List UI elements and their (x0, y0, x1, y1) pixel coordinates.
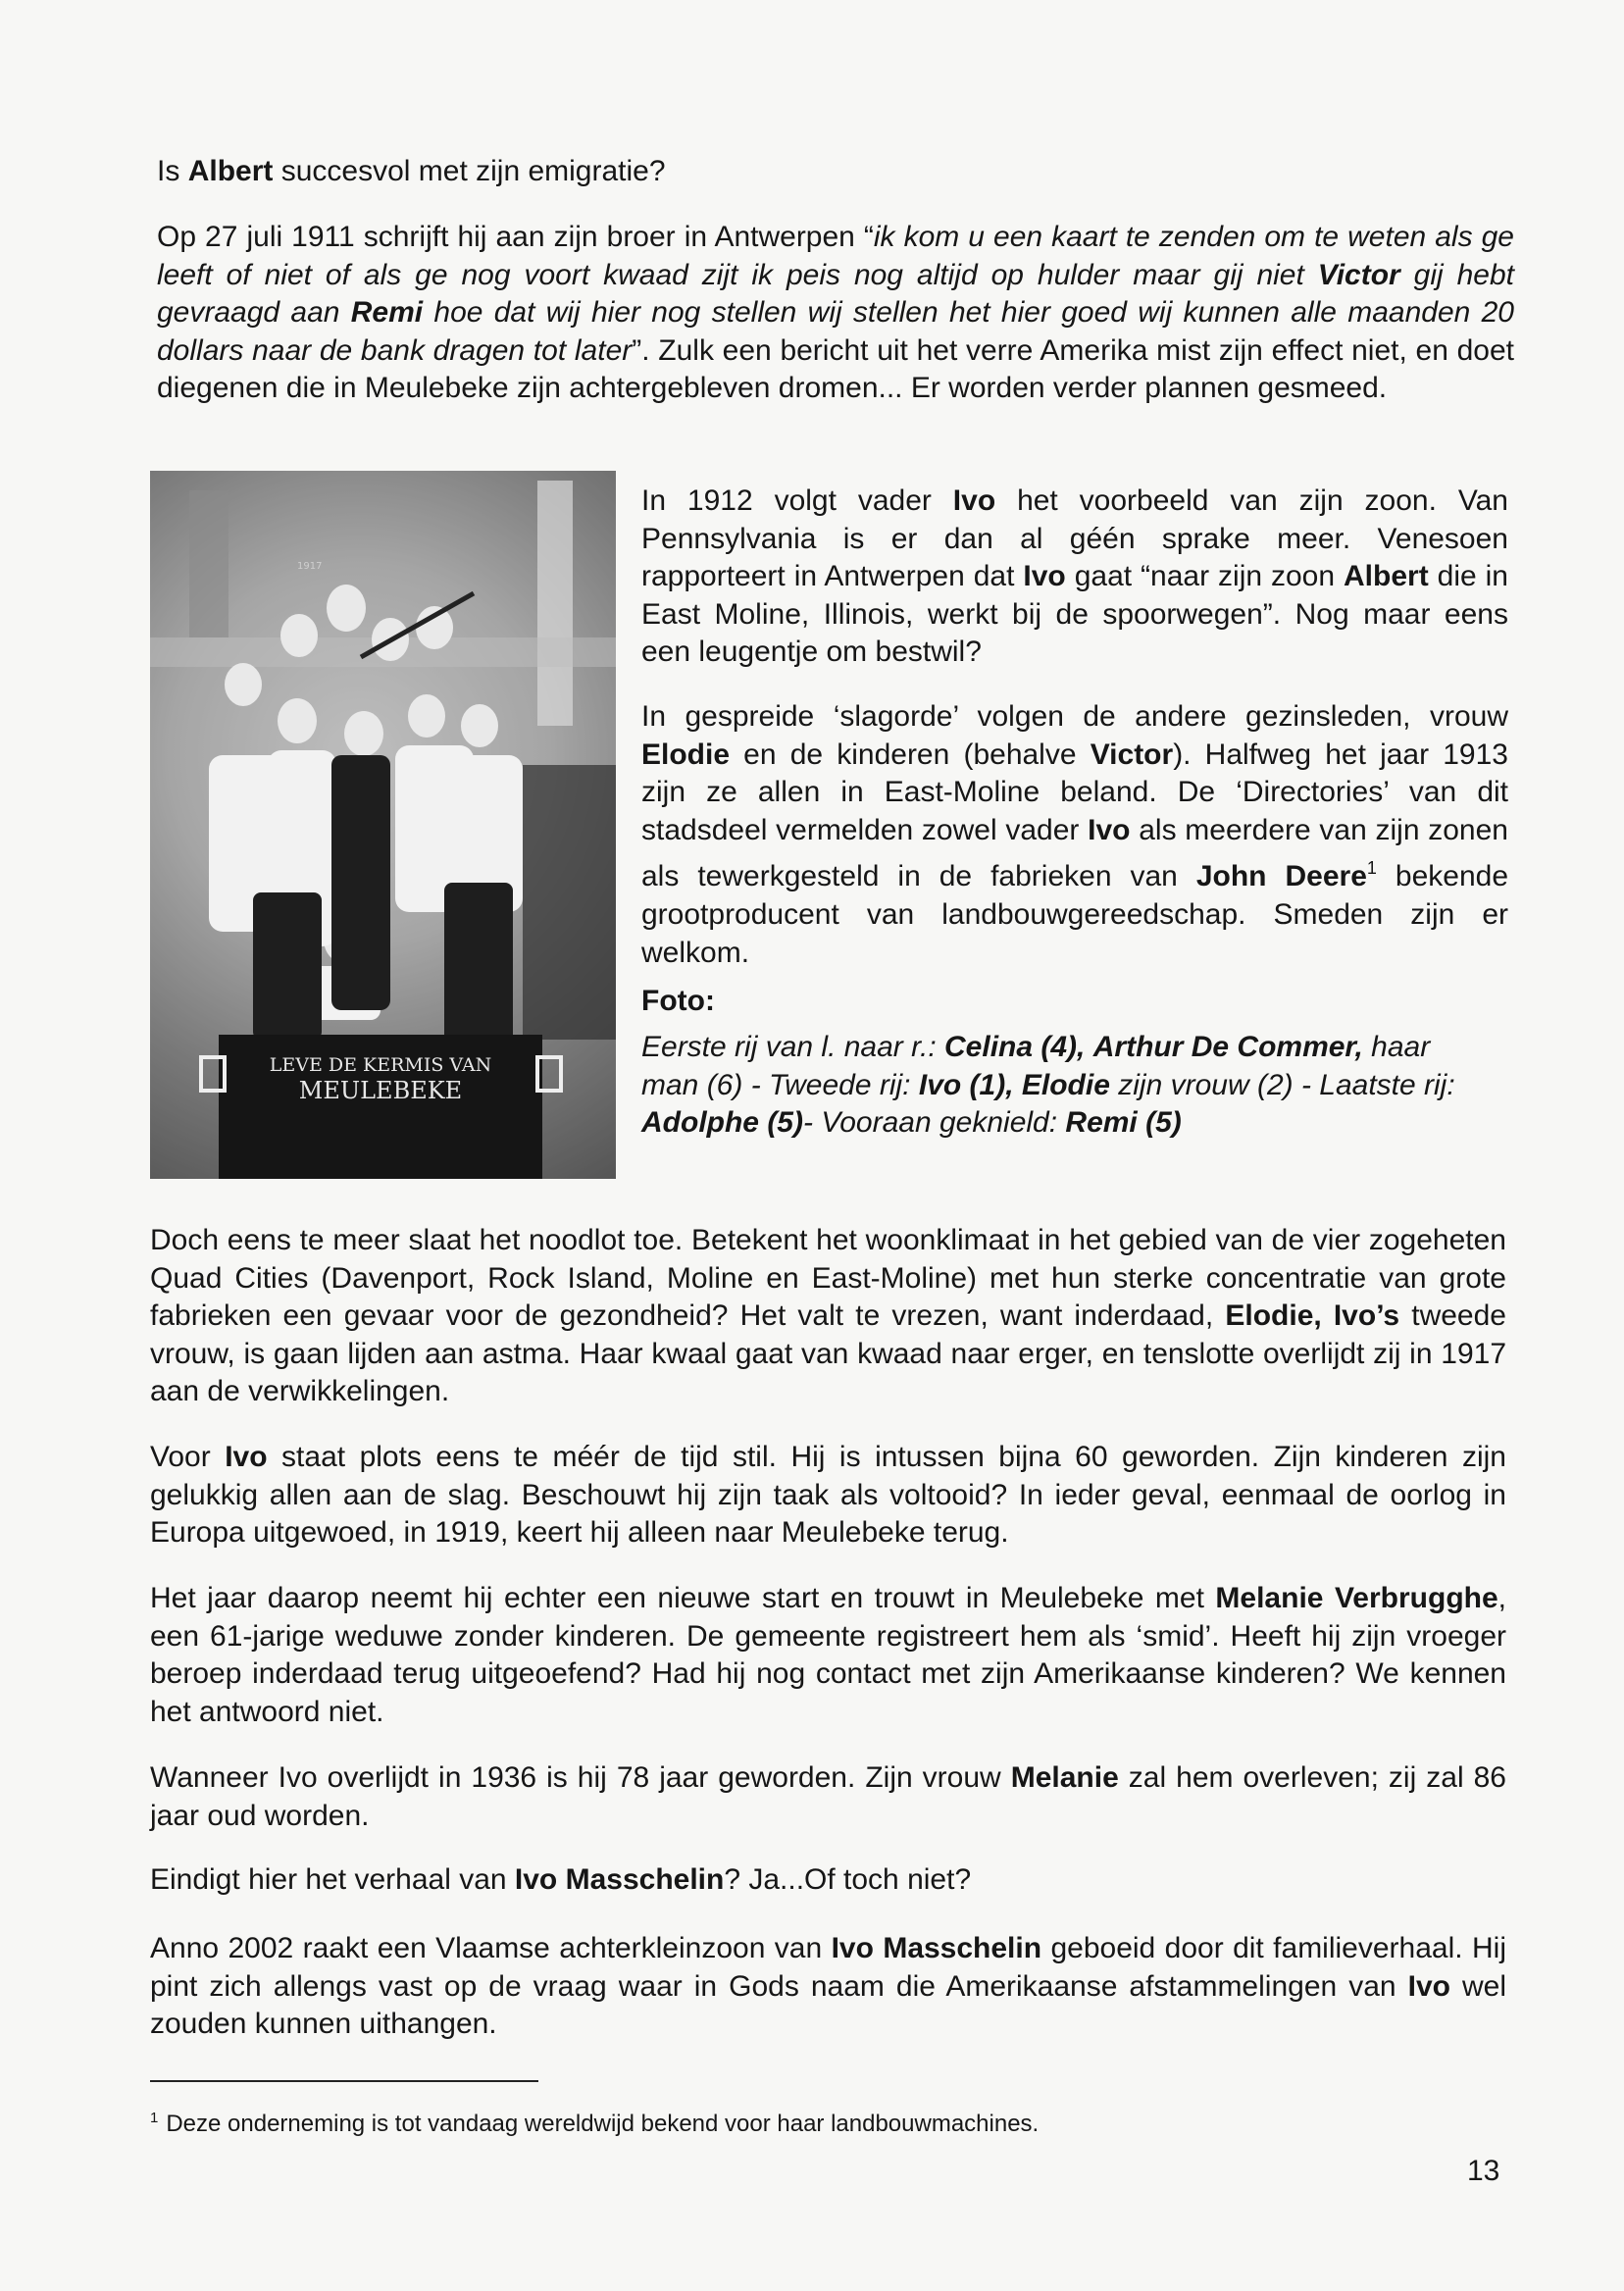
family-photo (150, 471, 616, 1179)
banner-text-line2: MEULEBEKE (298, 1077, 463, 1104)
footnote-separator (150, 2080, 538, 2082)
paragraph-death: Wanneer Ivo overlijdt in 1936 is hij 78 jaar geworden. Zijn vrouw Melanie zal hem overleven; zij zal 86 jaar oud worden. (150, 1761, 1506, 1832)
paragraph-question-end: Eindigt hier het verhaal van Ivo Masschelin? Ja...Of toch niet? (150, 1863, 972, 1896)
footnote: $^1$ Deze onderneming is tot vandaag wereldwijd bekend voor haar landbouwmachines. (150, 2110, 1040, 2137)
footnote-reference: 1 (1366, 858, 1377, 879)
question-heading: Is Albert succesvol met zijn emigratie? (157, 155, 666, 187)
paragraph-anno-2002: Anno 2002 raakt een Vlaamse achterkleinzoon van Ivo Masschelin geboeid door dit familieverhaal. Hij pint zich allengs vast op de vraag waar in Gods naam die Amerikaanse afstammelingen van Ivo wel zouden kunnen uithangen. (150, 1932, 1507, 2041)
photo-caption: Eerste rij van l. naar r.: Celina (4), Arthur De Commer, haar man (6) - Tweede rij: Ivo (1), Elodie zijn vrouw (2) - Laatste rij: Adolphe (5)- Vooraan geknield: Remi (5) (641, 1031, 1455, 1140)
paragraph-remarriage: Het jaar daarop neemt hij echter een nieuwe start en trouwt in Meulebeke met Melanie Verbrugghe, een 61-jarige weduwe zonder kinderen. De gemeente registreert hem als ‘smid’. Heeft hij zijn vroeger beroep inderdaad terug uitgeoefend? Had hij nog contact met zijn Amerikaanse kinderen? We kennen het antwoord niet. (150, 1582, 1506, 1728)
footnote-marker: 1 (150, 2110, 159, 2126)
family-photo-figures (150, 471, 616, 1179)
paragraph-1913: In gespreide ‘slagorde’ volgen de andere gezinsleden, vrouw Elodie en de kinderen (behalve Victor). Halfweg het jaar 1913 zijn ze allen in East-Moline beland. De ‘Directories’ van dit stadsdeel vermelden zowel vader Ivo als meerdere van zijn zonen als tewerkgesteld in de fabrieken van John Deere$^1$ bekende grootproducent van landbouwgereedschap. Smeden zijn er welkom. (641, 700, 1508, 969)
photo-year-text: 1917 (297, 561, 323, 572)
banner-text-line1: LEVE DE KERMIS VAN (269, 1054, 492, 1076)
paragraph-quad-cities: Doch eens te meer slaat het noodlot toe. Betekent het woonklimaat in het gebied van de vier zogeheten Quad Cities (Davenport, Rock Island, Moline en East-Moline) met hun sterke concentratie van grote fabrieken een gevaar voor de gezondheid? Het valt te vrezen, want inderdaad, Elodie, Ivo’s tweede vrouw, is gaan lijden aan astma. Haar kwaal gaat van kwaad naar erger, en tenslotte overlijdt zij in 1917 aan de verwikkelingen. (150, 1224, 1506, 1408)
page-number: 13 (1467, 2155, 1500, 2187)
photo-caption-title: Foto: (641, 985, 715, 1017)
paragraph-letter-1911: Op 27 juli 1911 schrijft hij aan zijn broer in Antwerpen “ik kom u een kaart te zenden om te weten als ge leeft of niet of als ge nog voort kwaad zijt ik peis nog altijd op hulder maar gij niet Victor gij hebt gevraagd aan Remi hoe dat wij hier nog stellen wij stellen het hier goed wij kunnen alle maanden 20 dollars naar de bank dragen tot later”. Zulk een bericht uit het verre Amerika mist zijn effect niet, en doet diegenen die in Meulebeke zijn achtergebleven dromen... Er worden verder plannen gesmeed. (157, 221, 1515, 405)
paragraph-ivo-return: Voor Ivo staat plots eens te méér de tijd stil. Hij is intussen bijna 60 geworden. Zijn kinderen zijn gelukkig allen aan de slag. Beschouwt hij zijn taak als voltooid? In ieder geval, eenmaal de oorlog in Europa uitgewoed, in 1919, keert hij alleen naar Meulebeke terug. (150, 1441, 1506, 1550)
paragraph-1912: In 1912 volgt vader Ivo het voorbeeld van zijn zoon. Van Pennsylvania is er dan al géén sprake meer. Venesoen rapporteert in Antwerpen dat Ivo gaat “naar zijn zoon Albert die in East Moline, Illinois, werkt bij de spoorwegen”. Nog maar eens een leugentje om bestwil? (641, 484, 1508, 669)
